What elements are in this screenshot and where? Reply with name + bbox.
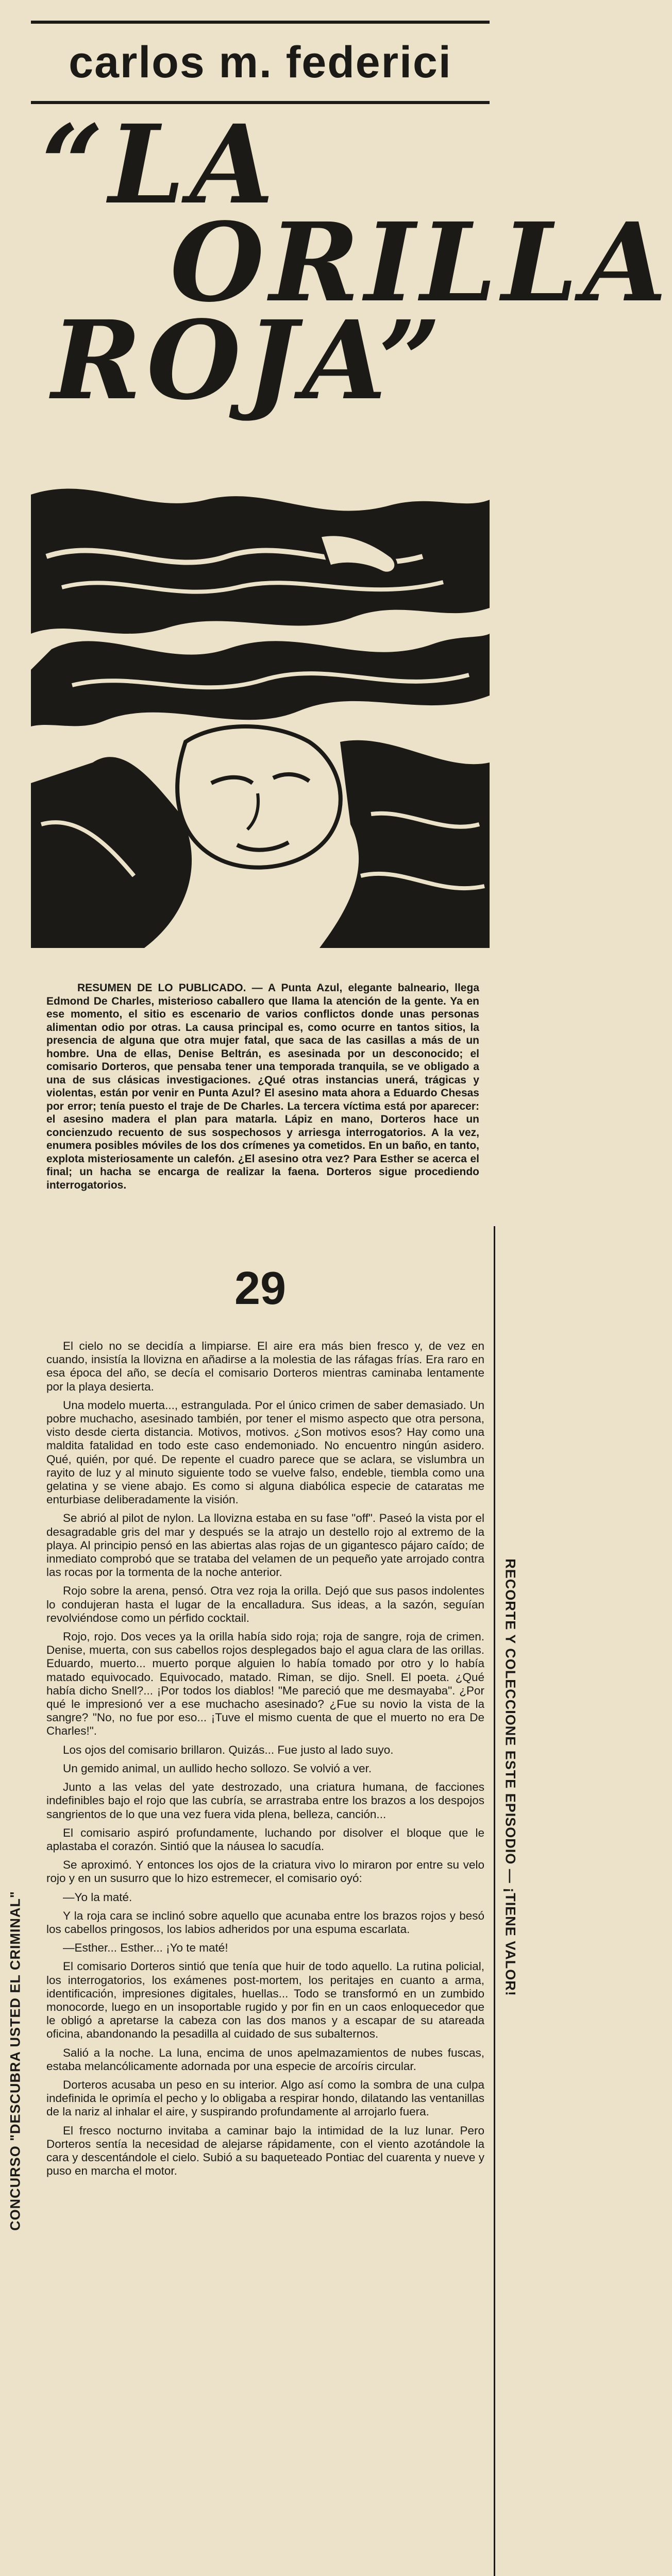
paragraph: El cielo no se decidía a limpiarse. El aire era más bien fresco y, de vez en cuando, insistía la llovizna en añadirse a la molestia de las ráfagas frías. Era raro en esa época del año, se decía el comisario Dorteros mientras caminaba lentamente por la playa desierta.: [46, 1340, 484, 1393]
paragraph: —Yo la maté.: [63, 1890, 132, 1904]
paragraph: El fresco nocturno invitaba a caminar bajo la intimidad de la luz lunar. Pero Dorteros sentía la necesidad de alejarse rápidamente, con el viento azotándole la cara y descentándole el cielo. Subió a su baqueteado Pontiac del cuarenta y nueve y puso en marcha el motor.: [46, 2124, 484, 2178]
paragraph: Rojo sobre la arena, pensó. Otra vez roja la orilla. Dejó que sus pasos indolentes lo condujeran hasta el lugar de la encalladura. Sus ideas, a la sazón, seguían revolviéndose como un pérfido cocktail.: [46, 1584, 484, 1624]
paragraph: El comisario Dorteros sintió que tenía que huir de todo aquello. La rutina policial, los interrogatorios, los exámenes post-mortem, los peritajes en cuanto a arma, identificación, impresiones digitales, huellas... Todo se transformó en un zumbido monocorde, luego en un insoportable rugido y por fin en un caos enloquecedor que le obligó a apretarse la cabeza con las dos manos y a escapar de su atareada oficina, abandonando la pesadilla al cuidado de sus subalternos.: [46, 1960, 484, 2041]
title-line-2: ORILLA: [170, 199, 672, 326]
contest-side-label: CONCURSO "DESCUBRA USTED EL CRIMINAL": [7, 1891, 23, 2231]
author-name: carlos m. federici: [69, 37, 452, 87]
paragraph: Rojo, rojo. Dos veces ya la orilla había sido roja; roja de sangre, roja de crimen. Denise, muerta, con sus cabellos rojos desplegados bajo el agua clara de las orillas. Eduardo, muerto... muerto porque alguien lo había tomado por otro y lo había matado equivocado. Equivocado, matado. Riman, se dijo. Snell. El poeta. ¿Qué había dicho Snell?... ¡Por todos los diablos! "Me pareció que me desmayaba". ¿Por qué le impresionó ver a ese muchacho asesinado? ¿Fue su novio la vista de la sangre? "No, no fue por eso... ¡Tuve el mismo cuenta de que el muerto no era De Charles!".: [46, 1630, 484, 1738]
paragraph: Salió a la noche. La luna, encima de unos apelmazamientos de nubes fuscas, estaba melancólicamente adornada por una especie de arcoíris circular.: [46, 2046, 484, 2073]
title-line-3: ROJA”: [52, 297, 446, 424]
author-header: [31, 21, 490, 104]
paragraph: Y la roja cara se inclinó sobre aquello que acunaba entre los brazos rojos y besó los cabellos pringosos, los labios adheridos por una espuma escarlata.: [46, 1909, 484, 1936]
story-title: [41, 101, 672, 424]
drowned-woman-illustration: [31, 453, 490, 958]
paragraph: Se aproximó. Y entonces los ojos de la criatura vivo lo miraron por entre su velo rojo y en un susurro que lo hizo estremecer, el comisario oyó:: [46, 1858, 484, 1885]
paragraph: —Esther... Esther... ¡Yo te maté!: [63, 1941, 228, 1955]
story-body: [46, 1340, 484, 2183]
paragraph: Se abrió al pilot de nylon. La llovizna estaba en su fase "off". Paseó la vista por el desagradable gris del mar y después se la atrajo un destello rojo al extremo de la playa. Al principio pensó en las abiertas alas rojas de un gigantesco pájaro caído; de inmediato comprobó que se trataba del velamen de un pequeño yate arrojado contra las rocas por la tormenta de la noche anterior.: [46, 1512, 484, 1579]
chapter-number: 29: [234, 1263, 287, 1314]
title-line-1: “LA: [41, 101, 279, 228]
collect-side-label: RECORTE Y COLECCIONE ESTE EPISODIO — ¡TIENE VALOR!: [502, 1558, 518, 1996]
paragraph: Junto a las velas del yate destrozado, una criatura humana, de facciones indefinibles bajo el rojo que las cubría, se arrastraba entre los brazos a los despojos sangrientos de lo que una vez fuera vida plena, belleza, canción...: [46, 1781, 484, 1821]
paragraph: Dorteros acusaba un peso en su interior. Algo así como la sombra de una culpa indefinida le oprimía el pecho y lo obligaba a respirar hondo, dilatando las ventanillas de la nariz al inhalar el aire, y suspirando profundamente al arrojarlo fuera.: [46, 2078, 484, 2119]
paragraph: Un gemido animal, un aullido hecho sollozo. Se volvió a ver.: [63, 1761, 372, 1775]
paragraph: Los ojos del comisario brillaron. Quizás... Fue justo al lado suyo.: [63, 1743, 394, 1756]
right-divider: [494, 1226, 495, 2576]
summary-text: RESUMEN DE LO PUBLICADO. — A Punta Azul, elegante balneario, llega Edmond De Charles, misterioso caballero que llama la atención de la gente. Ya en ese momento, el sitio es escenario de varios conflictos donde unas personas alimentan odio por otras. La causa principal es, como ocurre en tantos sitios, la presencia de alguna que otra mujer fatal, que saca de las casillas a más de un hombre. Una de ellas, Denise Beltrán, es asesinada por un desconocido; el comisario Dorteros, que pensaba tener una temporada tranquila, se ve obligado a una de sus clásicas investigaciones. ¿Qué otras instancias unerá, trágicas y violentas, están por venir en Punta Azul? El asesino mata ahora a Eduardo Chesas por error; tenía puesto el traje de De Charles. La tercera víctima está por aparecer: el asesino madera el plan para matarla. Lápiz en mano, Dorteros hace un concienzudo recuento de sus sospechosos y arriesga interrogatorios. A la vez, enumera posibles móviles de los dos crímenes ya cometidos. En un baño, en tanto, explota misteriosamente un calefón. ¿El asesino otra vez? Para Esther se acerca el final; un hacha se encarga de realizar la faena. Dorteros sigue procediendo interrogatorios.: [46, 982, 479, 1191]
paragraph: Una modelo muerta..., estrangulada. Por el único crimen de saber demasiado. Un pobre muchacho, asesinado también, por tener el mismo aspecto que otra persona, visto desde cierta distancia. Motivos, motivos. ¿Son motivos esos? Hay como una maldita fatalidad en todo este caso endemoniado. No encuentro ningún asidero. Qué, quién, por qué. De repente el cuadro parece que se aclara, se vislumbra un rayito de luz y al minuto siguiente todo se vuelve falso, endeble, tiembla como una gelatina y se viene abajo. Es como si alguna diabólica especie de cataratas me enturbiasе deliberadamente la visión.: [46, 1398, 484, 1506]
paragraph: El comisario aspiró profundamente, luchando por disolver el bloque que le aplastaba el corazón. Sintió que la náusea lo sacudía.: [46, 1826, 484, 1853]
